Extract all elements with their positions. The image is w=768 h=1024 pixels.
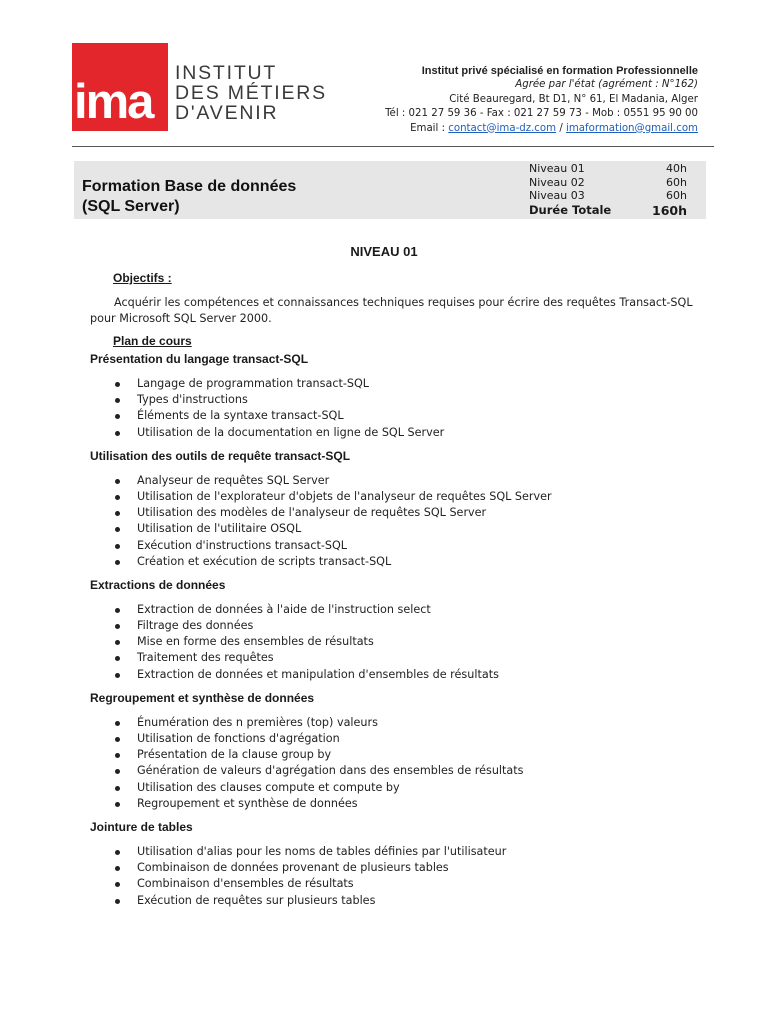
- approval-text: Agrée par l'état (agrément : N°162): [515, 79, 698, 91]
- list-item: Combinaison de données provenant de plusieurs tables: [90, 860, 720, 876]
- course-title-line1: Formation Base de données: [82, 178, 297, 195]
- list-item: Utilisation des clauses compute et compute by: [90, 780, 720, 796]
- course-block: [90, 818, 720, 909]
- block-title: Utilisation des outils de requête transact-SQL: [90, 448, 351, 463]
- logo-name-line: INSTITUT: [175, 62, 278, 84]
- institute-title: Institut privé spécialisé en formation Professionnelle: [421, 65, 698, 77]
- level-label: Niveau 02: [529, 175, 585, 189]
- list-item: Exécution d'instructions transact-SQL: [90, 538, 720, 554]
- logo-name: [175, 63, 327, 123]
- list-item: Extraction de données et manipulation d'ensembles de résultats: [90, 667, 720, 683]
- level-label: Niveau 01: [529, 162, 585, 175]
- list-item: Utilisation d'alias pour les noms de tables définies par l'utilisateur: [90, 844, 720, 860]
- level-row: [529, 162, 687, 176]
- list-item: Utilisation de l'utilitaire OSQL: [90, 521, 720, 537]
- list-item: Génération de valeurs d'agrégation dans des ensembles de résultats: [90, 763, 720, 779]
- course-blocks: [90, 350, 720, 909]
- level-label: Niveau 03: [529, 189, 585, 202]
- list-item: Langage de programmation transact-SQL: [90, 376, 720, 392]
- objectives-label: Objectifs :: [113, 271, 172, 285]
- course-block: [90, 350, 720, 441]
- course-title-line2: (SQL Server): [82, 198, 180, 215]
- level-hours: 60h: [666, 175, 687, 189]
- list-item: Regroupement et synthèse de données: [90, 796, 720, 812]
- block-title: Extractions de données: [90, 577, 226, 592]
- email-line: [385, 122, 698, 136]
- logo-abbr: ima: [74, 75, 153, 129]
- list-item: Filtrage des données: [90, 618, 720, 634]
- course-block: [90, 576, 720, 683]
- course-title-box: [74, 161, 706, 219]
- block-list: [90, 376, 720, 441]
- email-link-contact[interactable]: contact@ima-dz.com: [448, 122, 557, 134]
- block-list: [90, 473, 720, 570]
- plan-label: Plan de cours: [113, 334, 192, 348]
- list-item: Types d'instructions: [90, 392, 720, 408]
- list-item: Éléments de la syntaxe transact-SQL: [90, 408, 720, 424]
- list-item: Présentation de la clause group by: [90, 747, 720, 763]
- level-hours: 60h: [666, 189, 687, 202]
- list-item: Mise en forme des ensembles de résultats: [90, 634, 720, 650]
- email-link-formation[interactable]: imaformation@gmail.com: [566, 122, 698, 134]
- list-item: Utilisation de l'explorateur d'objets de l'analyseur de requêtes SQL Server: [90, 489, 720, 505]
- course-block: [90, 447, 720, 570]
- list-item: Combinaison d'ensembles de résultats: [90, 876, 720, 892]
- logo-name-line: D'AVENIR: [175, 102, 279, 124]
- objectives-text: Acquérir les compétences et connaissances techniques requises pour écrire des requêtes Transact-SQL pour Microsoft SQL Server 2000.: [90, 296, 693, 325]
- header-info: [385, 64, 698, 136]
- course-content: [90, 269, 720, 909]
- total-hours: 160h: [652, 202, 687, 218]
- phones-text: Tél : 021 27 59 36 - Fax : 021 27 59 73 - Mob : 0551 95 90 00: [385, 108, 698, 120]
- list-item: Utilisation des modèles de l'analyseur de requêtes SQL Server: [90, 505, 720, 521]
- list-item: Utilisation de fonctions d'agrégation: [90, 731, 720, 747]
- header-divider: [72, 146, 714, 147]
- address-text: Cité Beauregard, Bt D1, N° 61, El Madania, Alger: [449, 93, 698, 105]
- list-item: Utilisation de la documentation en ligne de SQL Server: [90, 425, 720, 441]
- list-item: Exécution de requêtes sur plusieurs tables: [90, 893, 720, 909]
- course-title: [82, 177, 296, 217]
- list-item: Extraction de données à l'aide de l'instruction select: [90, 602, 720, 618]
- level-hours: 40h: [666, 162, 687, 175]
- email-separator: /: [559, 122, 563, 134]
- section-title: NIVEAU 01: [350, 244, 418, 259]
- block-list: [90, 602, 720, 683]
- level-row: [529, 189, 687, 203]
- list-item: Analyseur de requêtes SQL Server: [90, 473, 720, 489]
- block-title: Regroupement et synthèse de données: [90, 690, 315, 705]
- list-item: Création et exécution de scripts transact-SQL: [90, 554, 720, 570]
- list-item: Énumération des n premières (top) valeurs: [90, 715, 720, 731]
- block-title: Présentation du langage transact-SQL: [90, 352, 309, 366]
- course-block: [90, 689, 720, 812]
- block-title: Jointure de tables: [90, 819, 193, 834]
- block-list: [90, 844, 720, 909]
- list-item: Traitement des requêtes: [90, 650, 720, 666]
- levels-table: [529, 162, 687, 218]
- logo-name-line: DES MÉTIERS: [175, 82, 327, 104]
- email-label: Email :: [410, 122, 446, 134]
- level-row: [529, 176, 687, 190]
- total-row: [529, 203, 687, 218]
- block-list: [90, 715, 720, 812]
- total-label: Durée Totale: [529, 202, 612, 217]
